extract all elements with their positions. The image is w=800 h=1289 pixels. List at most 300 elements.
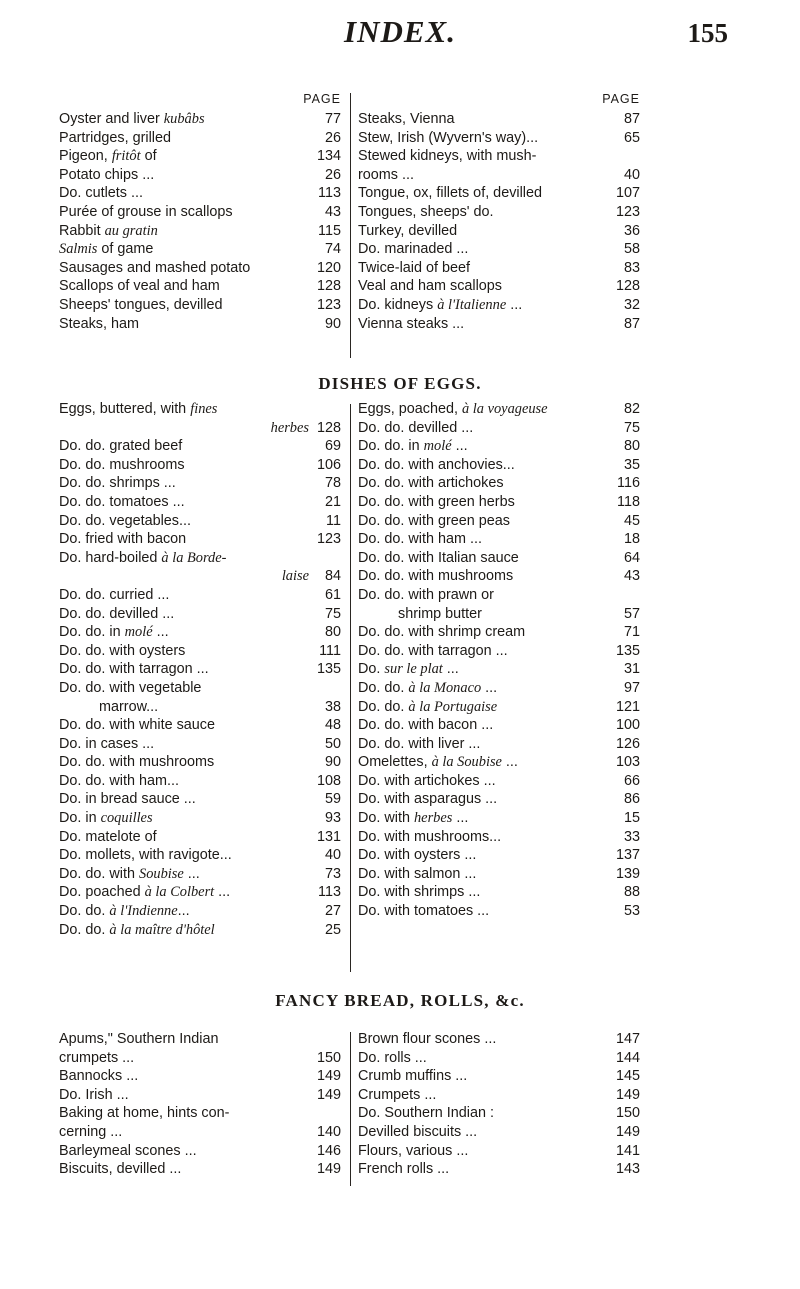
page-ref: 134: [316, 148, 341, 165]
page-ref: 27: [324, 903, 341, 920]
page-ref: 83: [623, 259, 640, 276]
index-entry: [59, 129, 341, 148]
entry-text: French rolls ...: [358, 1161, 450, 1178]
entry-text: Do. rolls ...: [358, 1049, 427, 1066]
index-entry: [59, 809, 341, 828]
entry-text: Do. do. with white sauce: [59, 717, 215, 734]
page-ref: 45: [623, 512, 640, 529]
index-entry: [358, 1142, 640, 1161]
entry-text: Do. do. with mushrooms: [358, 568, 514, 585]
page-ref: 77: [324, 111, 341, 127]
page-ref: 74: [324, 241, 341, 258]
page-ref: 35: [623, 456, 640, 473]
index-entry: [358, 846, 640, 865]
page-ref: 147: [615, 1031, 640, 1047]
entry-text: Pigeon, fritôt of: [59, 148, 157, 165]
page-ref: 123: [615, 203, 640, 220]
entry-text: Do. do. with ham ...: [358, 531, 482, 548]
index-entry: [358, 1086, 640, 1105]
index-entry: [358, 735, 640, 754]
entry-text: cerning ...: [59, 1123, 123, 1140]
entry-text: Devilled biscuits ...: [358, 1123, 478, 1140]
entry-text: Tongue, ox, fillets of, devilled: [358, 185, 542, 202]
page-ref: 128: [615, 278, 640, 295]
page-ref: 128: [316, 278, 341, 295]
page-ref: 25: [324, 921, 341, 938]
index-entry: [358, 883, 640, 902]
entry-text: Do. cutlets ...: [59, 185, 143, 202]
page-ref: 113: [318, 185, 341, 202]
entry-text: Do. do. shrimps ...: [59, 475, 176, 492]
entry-text: Sausages and mashed potato: [59, 259, 251, 276]
entry-text: Do. matelote of: [59, 828, 157, 845]
eggs-left-column: [59, 400, 341, 939]
entry-text: herbes: [270, 419, 309, 436]
entry-text: Partridges, grilled: [59, 129, 171, 146]
index-entry: [358, 240, 640, 259]
index-entry: [358, 586, 640, 605]
index-entry: [358, 809, 640, 828]
page-ref: 33: [623, 828, 640, 845]
entry-text: Do. do. à la Portugaise: [358, 698, 498, 715]
index-entry: [358, 1123, 640, 1142]
page-ref: 38: [324, 698, 341, 715]
page-ref: 144: [615, 1049, 640, 1066]
index-entry: [59, 642, 341, 661]
entry-text: Do. in bread sauce ...: [59, 791, 196, 808]
index-entry: [59, 203, 341, 222]
entry-text: Do. kidneys à l'Italienne ...: [358, 296, 523, 313]
index-entry: [358, 400, 640, 419]
entry-text: Potato chips ...: [59, 166, 155, 183]
page-ref: 87: [623, 111, 640, 127]
index-entry: [358, 679, 640, 698]
page-ref: 149: [316, 1086, 341, 1103]
page-ref: 59: [324, 791, 341, 808]
page-ref: 150: [615, 1105, 640, 1122]
index-entry: [358, 315, 640, 334]
entry-text: Sheeps' tongues, devilled: [59, 296, 223, 313]
index-entry: [59, 846, 341, 865]
entry-text: Do. poached à la Colbert ...: [59, 884, 231, 901]
index-entry: [59, 1030, 341, 1049]
page-ref: 90: [324, 754, 341, 771]
page-ref: 131: [316, 828, 341, 845]
entry-text: Do. in coquilles: [59, 810, 153, 827]
entry-text: Do. do. with tarragon ...: [358, 642, 508, 659]
top-left-column: [59, 90, 341, 333]
entry-text: Bannocks ...: [59, 1068, 139, 1085]
page-ref: 26: [324, 129, 341, 146]
index-entry: [59, 296, 341, 315]
index-entry: [358, 1160, 640, 1179]
page-ref: 113: [318, 884, 341, 901]
index-entry: [358, 902, 640, 921]
page-ref: 80: [623, 438, 640, 455]
page-ref: 149: [615, 1086, 640, 1103]
index-entry: [59, 493, 341, 512]
entry-text: Scallops of veal and ham: [59, 278, 220, 295]
entry-text: Stewed kidneys, with mush-: [358, 148, 537, 165]
page-ref: 43: [324, 203, 341, 220]
entry-text: Steaks, Vienna: [358, 111, 455, 127]
index-entry: [358, 166, 640, 185]
index-entry: [59, 753, 341, 772]
index-entry: [59, 605, 341, 624]
page-ref: 78: [324, 475, 341, 492]
entry-text: rooms ...: [358, 166, 414, 183]
entry-text: Do. with asparagus ...: [358, 791, 498, 808]
index-entry: [358, 1067, 640, 1086]
entry-text: Do. do. curried ...: [59, 586, 170, 603]
entry-text: Stew, Irish (Wyvern's way)...: [358, 129, 539, 146]
index-entry: [358, 1049, 640, 1068]
page-ref: 15: [623, 810, 640, 827]
index-entry: [59, 1104, 341, 1123]
index-entry: [358, 493, 640, 512]
section-heading-eggs: DISHES OF EGGS.: [318, 374, 482, 393]
page-ref: 103: [615, 754, 640, 771]
page-ref: 120: [316, 259, 341, 276]
page-ref: 97: [623, 679, 640, 696]
page-ref: 36: [623, 222, 640, 239]
page-ref: 50: [324, 735, 341, 752]
entry-text: Veal and ham scallops: [358, 278, 502, 295]
index-entry: [59, 698, 341, 717]
page-ref: 11: [326, 512, 341, 529]
index-entry: [59, 790, 341, 809]
entry-text: Do. do. vegetables...: [59, 512, 191, 529]
index-entry: [59, 277, 341, 296]
index-entry: [358, 296, 640, 315]
page-ref: 84: [324, 568, 341, 585]
index-entry: [59, 679, 341, 698]
entry-text: Do. do. à l'Indienne...: [59, 903, 190, 920]
index-entry: [59, 419, 341, 438]
page-ref: 82: [623, 401, 640, 417]
column-divider: [350, 1032, 351, 1186]
page-ref: 123: [316, 531, 341, 548]
index-entry: [59, 660, 341, 679]
entry-text: Apums," Southern Indian: [59, 1031, 219, 1047]
entry-text: Do. with herbes ...: [358, 810, 469, 827]
index-entry: [59, 110, 341, 129]
entry-text: Do. Irish ...: [59, 1086, 129, 1103]
page-ref: 146: [316, 1142, 341, 1159]
page-ref: 107: [615, 185, 640, 202]
index-entry: [59, 921, 341, 940]
entry-text: Baking at home, hints con-: [59, 1105, 230, 1122]
entry-text: Eggs, buttered, with fines: [59, 401, 218, 417]
index-entry: [59, 735, 341, 754]
page-ref: 48: [324, 717, 341, 734]
entry-text: Brown flour scones ...: [358, 1031, 497, 1047]
index-entry: [358, 277, 640, 296]
page-ref: 139: [615, 865, 640, 882]
entry-text: Do. do. with green peas: [358, 512, 510, 529]
index-entry: [59, 883, 341, 902]
page-ref: 137: [615, 847, 640, 864]
entry-text: Tongues, sheeps' do.: [358, 203, 494, 220]
page-ref: 71: [623, 624, 640, 641]
entry-text: Do. fried with bacon: [59, 531, 187, 548]
bread-right-column: [358, 1030, 640, 1179]
entry-text: Vienna steaks ...: [358, 315, 465, 332]
entry-text: Do. do. à la Monaco ...: [358, 679, 498, 696]
entry-text: Do. do. with Italian sauce: [358, 549, 519, 566]
entry-text: Do. hard-boiled à la Borde-: [59, 549, 227, 566]
entry-text: Salmis of game: [59, 241, 154, 258]
page-ref: 88: [623, 884, 640, 901]
page-ref: 69: [324, 438, 341, 455]
page-ref: 58: [623, 241, 640, 258]
page-ref: 149: [316, 1068, 341, 1085]
index-entry: [59, 549, 341, 568]
index-entry: [358, 456, 640, 475]
page-ref: 43: [623, 568, 640, 585]
index-entry: [59, 865, 341, 884]
entry-text: Crumb muffins ...: [358, 1068, 468, 1085]
page-ref: 93: [324, 810, 341, 827]
index-entry: [59, 456, 341, 475]
index-entry: [59, 1142, 341, 1161]
page-ref: 126: [615, 735, 640, 752]
entry-text: Do. do. with ham...: [59, 772, 179, 789]
entry-text: Do. with tomatoes ...: [358, 903, 490, 920]
index-entry: [358, 790, 640, 809]
index-entry: [358, 623, 640, 642]
entry-text: Do. with mushrooms...: [358, 828, 502, 845]
entry-text: Oyster and liver kubâbs: [59, 111, 205, 127]
page-ref: 75: [324, 605, 341, 622]
index-entry: [358, 222, 640, 241]
entry-text: Do. in cases ...: [59, 735, 155, 752]
entry-text: Do. do. with tarragon ...: [59, 661, 209, 678]
index-entry: [59, 828, 341, 847]
index-entry: [59, 530, 341, 549]
entry-text: Twice-laid of beef: [358, 259, 470, 276]
page-ref: 143: [615, 1161, 640, 1178]
page-ref: 32: [623, 296, 640, 313]
section-heading-bread: FANCY BREAD, ROLLS, &c.: [275, 991, 525, 1010]
entry-text: Turkey, devilled: [358, 222, 458, 239]
index-entry: [59, 716, 341, 735]
entry-text: Do. with salmon ...: [358, 865, 477, 882]
index-entry: [358, 828, 640, 847]
page-ref: 40: [623, 166, 640, 183]
page-ref: 53: [623, 903, 640, 920]
entry-text: Eggs, poached, à la voyageuse: [358, 401, 548, 417]
index-entry: [358, 259, 640, 278]
page-ref: 26: [324, 166, 341, 183]
page-column-label: PAGE: [303, 92, 341, 106]
index-entry: [358, 1104, 640, 1123]
page-ref: 150: [316, 1049, 341, 1066]
index-entry: [59, 259, 341, 278]
entry-text: Do. with artichokes ...: [358, 772, 496, 789]
index-entry: [358, 530, 640, 549]
page-ref: 108: [316, 772, 341, 789]
page-ref: 18: [623, 531, 640, 548]
page-ref: 31: [623, 661, 640, 678]
page-ref: 116: [617, 475, 640, 492]
page-ref: 128: [316, 419, 341, 436]
page-ref: 61: [324, 586, 341, 603]
entry-text: Omelettes, à la Soubise ...: [358, 754, 518, 771]
entry-text: Do. do. with oysters: [59, 642, 186, 659]
entry-text: Do. do. with shrimp cream: [358, 624, 526, 641]
index-entry: [358, 110, 640, 129]
page-ref: 21: [324, 493, 341, 510]
index-entry: [59, 623, 341, 642]
index-entry: [358, 660, 640, 679]
page-ref: 75: [623, 419, 640, 436]
entry-text: Do. do. with vegetable: [59, 679, 202, 696]
entry-text: Do. do. mushrooms: [59, 456, 185, 473]
index-entry: [358, 147, 640, 166]
page-column-label: PAGE: [602, 92, 640, 106]
entry-text: Do. do. with mushrooms: [59, 754, 215, 771]
page-ref: 118: [617, 493, 640, 510]
entry-text: Do. with oysters ...: [358, 847, 477, 864]
page-number: 155: [687, 18, 728, 48]
page-ref: 140: [316, 1123, 341, 1140]
index-entry: [59, 437, 341, 456]
index-entry: [358, 753, 640, 772]
page-ref: 57: [623, 605, 640, 622]
index-entry: [358, 549, 640, 568]
index-entry: [358, 184, 640, 203]
index-entry: [59, 184, 341, 203]
entry-text: Do. do. devilled ...: [59, 605, 175, 622]
index-entry: [358, 419, 640, 438]
page-ref: 86: [623, 791, 640, 808]
column-divider: [350, 404, 351, 972]
page-ref: 135: [615, 642, 640, 659]
entry-text: Do. marinaded ...: [358, 241, 469, 258]
page-ref: 149: [316, 1161, 341, 1178]
page-ref: 40: [324, 847, 341, 864]
page-ref: 141: [615, 1142, 640, 1159]
index-entry: [358, 474, 640, 493]
page-ref: 73: [324, 865, 341, 882]
entry-text: Do. do. with bacon ...: [358, 717, 494, 734]
entry-text: Do. do. in molé ...: [358, 438, 468, 455]
index-entry: [358, 716, 640, 735]
index-entry: [358, 203, 640, 222]
index-entry: [358, 865, 640, 884]
page-ref: 115: [318, 222, 341, 239]
index-entry: [59, 1086, 341, 1105]
page-ref: 64: [623, 549, 640, 566]
index-entry: [59, 315, 341, 334]
index-entry: [59, 1049, 341, 1068]
entry-text: Do. mollets, with ravigote...: [59, 847, 232, 864]
index-entry: [358, 642, 640, 661]
index-entry: [59, 222, 341, 241]
page-ref: 87: [623, 315, 640, 332]
entry-text: Do. do. with prawn or: [358, 586, 494, 603]
column-divider: [350, 93, 351, 358]
index-entry: [358, 698, 640, 717]
index-entry: [59, 1123, 341, 1142]
index-entry: [59, 166, 341, 185]
index-entry: [59, 586, 341, 605]
entry-text: Biscuits, devilled ...: [59, 1161, 182, 1178]
index-entry: [358, 129, 640, 148]
page-ref: 106: [316, 456, 341, 473]
page-ref: 111: [319, 642, 341, 659]
index-entry: [59, 772, 341, 791]
page-ref: 65: [623, 129, 640, 146]
index-entry: [59, 474, 341, 493]
top-right-column: [358, 90, 640, 333]
index-entry: [59, 1067, 341, 1086]
entry-text: Do. do. à la maître d'hôtel: [59, 921, 215, 938]
entry-text: marrow...: [99, 698, 159, 715]
page-ref: 145: [615, 1068, 640, 1085]
entry-text: Do. do. with liver ...: [358, 735, 481, 752]
page-ref: 123: [316, 296, 341, 313]
index-entry: [358, 512, 640, 531]
entry-text: Rabbit au gratin: [59, 222, 158, 239]
index-entry: [59, 512, 341, 531]
entry-text: Do. do. with Soubise ...: [59, 865, 200, 882]
page-ref: 80: [324, 624, 341, 641]
entry-text: Do. do. tomatoes ...: [59, 493, 185, 510]
page-ref: 90: [324, 315, 341, 332]
entry-text: crumpets ...: [59, 1049, 135, 1066]
page-ref: 100: [615, 717, 640, 734]
entry-text: Purée of grouse in scallops: [59, 203, 233, 220]
index-entry: [358, 1030, 640, 1049]
page-ref: 135: [316, 661, 341, 678]
entry-text: Do. sur le plat ...: [358, 661, 459, 678]
entry-text: Do. do. with green herbs: [358, 493, 515, 510]
index-entry: [59, 567, 341, 586]
entry-text: Barleymeal scones ...: [59, 1142, 197, 1159]
page-ref: 66: [623, 772, 640, 789]
index-entry: [358, 772, 640, 791]
index-entry: [59, 400, 341, 419]
bread-left-column: [59, 1030, 341, 1179]
index-entry: [59, 147, 341, 166]
entry-text: Do. do. with artichokes: [358, 475, 504, 492]
entry-text: shrimp butter: [398, 605, 482, 622]
index-entry: [358, 567, 640, 586]
entry-text: Steaks, ham: [59, 315, 139, 332]
index-entry: [358, 605, 640, 624]
entry-text: Do. do. with anchovies...: [358, 456, 515, 473]
entry-text: Do. with shrimps ...: [358, 884, 481, 901]
index-entry: [358, 437, 640, 456]
entry-text: Do. Southern Indian :: [358, 1105, 495, 1122]
index-entry: [59, 902, 341, 921]
entry-text: laise: [281, 568, 309, 585]
page-title: INDEX.: [344, 14, 456, 49]
page-ref: 121: [615, 698, 640, 715]
eggs-right-column: [358, 400, 640, 921]
index-entry: [59, 240, 341, 259]
index-entry: [59, 1160, 341, 1179]
page-header: [0, 14, 800, 54]
entry-text: Flours, various ...: [358, 1142, 469, 1159]
entry-text: Do. do. devilled ...: [358, 419, 474, 436]
entry-text: Do. do. grated beef: [59, 438, 183, 455]
entry-text: Crumpets ...: [358, 1086, 437, 1103]
page-ref: 149: [615, 1123, 640, 1140]
entry-text: Do. do. in molé ...: [59, 624, 169, 641]
